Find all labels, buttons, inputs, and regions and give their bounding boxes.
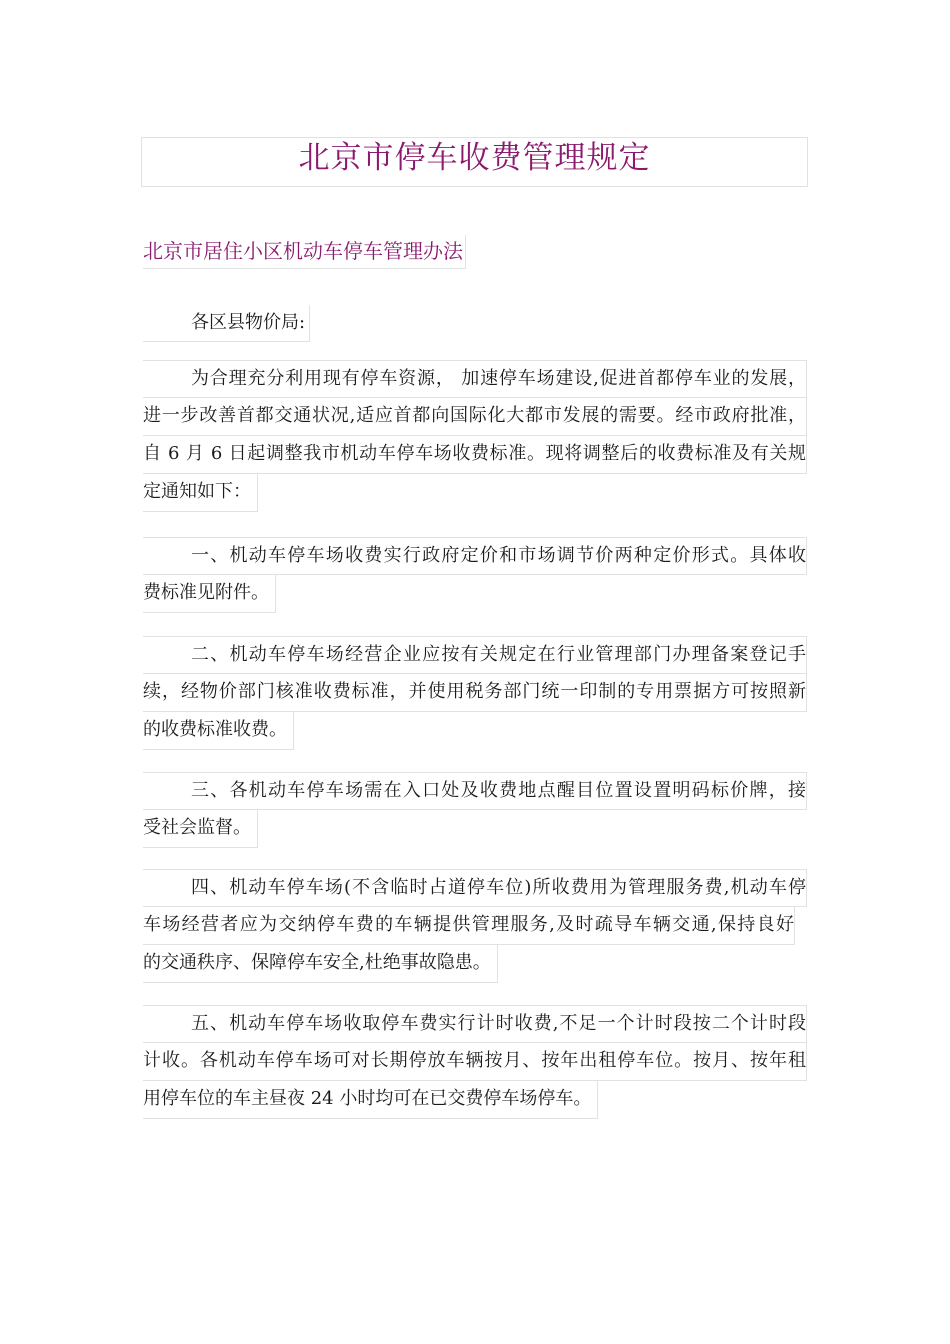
paragraph-line: 进一步改善首都交通状况,适应首都向国际化大都市发展的需要。经市政府批准，	[143, 398, 807, 436]
paragraph-line: 一、机动车停车场收费实行政府定价和市场调节价两种定价形式。具体收	[143, 537, 807, 575]
paragraph-line: 用停车位的车主昼夜 24 小时均可在已交费停车场停车。	[143, 1081, 598, 1119]
paragraph-line: 续，经物价部门核准收费标准，并使用税务部门统一印制的专用票据方可按照新	[143, 674, 807, 712]
paragraph-line: 的收费标准收费。	[143, 712, 294, 750]
paragraph-line: 定通知如下：	[143, 474, 258, 512]
paragraph-line: 自 6 月 6 日起调整我市机动车停车场收费标准。现将调整后的收费标准及有关规	[143, 436, 807, 474]
paragraph-line: 的交通秩序、保障停车安全,杜绝事故隐患。	[143, 945, 498, 983]
document-title: 北京市停车收费管理规定	[298, 140, 651, 176]
document-subtitle: 北京市居住小区机动车停车管理办法	[143, 235, 466, 269]
paragraph-line: 受社会监督。	[143, 810, 258, 848]
salutation: 各区县物价局:	[143, 305, 310, 342]
document-title-box	[141, 137, 808, 187]
paragraph-line: 二、机动车停车场经营企业应按有关规定在行业管理部门办理备案登记手	[143, 636, 807, 674]
paragraph-4	[143, 772, 807, 853]
paragraph-line: 车场经营者应为交纳停车费的车辆提供管理服务,及时疏导车辆交通,保持良好	[143, 907, 795, 945]
paragraph-line: 五、机动车停车场收取停车费实行计时收费,不足一个计时段按二个计时段	[143, 1005, 807, 1043]
paragraph-line: 三、各机动车停车场需在入口处及收费地点醒目位置设置明码标价牌，接	[143, 772, 807, 810]
paragraph-line: 为合理充分利用现有停车资源， 加速停车场建设,促进首都停车业的发展，	[143, 360, 807, 398]
paragraph-1	[143, 360, 807, 517]
paragraph-line: 费标准见附件。	[143, 575, 276, 613]
paragraph-3	[143, 636, 807, 755]
paragraph-line: 计收。各机动车停车场可对长期停放车辆按月、按年出租停车位。按月、按年租	[143, 1043, 807, 1081]
paragraph-2	[143, 537, 807, 618]
paragraph-6	[143, 1005, 807, 1124]
paragraph-5	[143, 869, 807, 988]
paragraph-line: 四、机动车停车场(不含临时占道停车位)所收费用为管理服务费,机动车停	[143, 869, 807, 907]
